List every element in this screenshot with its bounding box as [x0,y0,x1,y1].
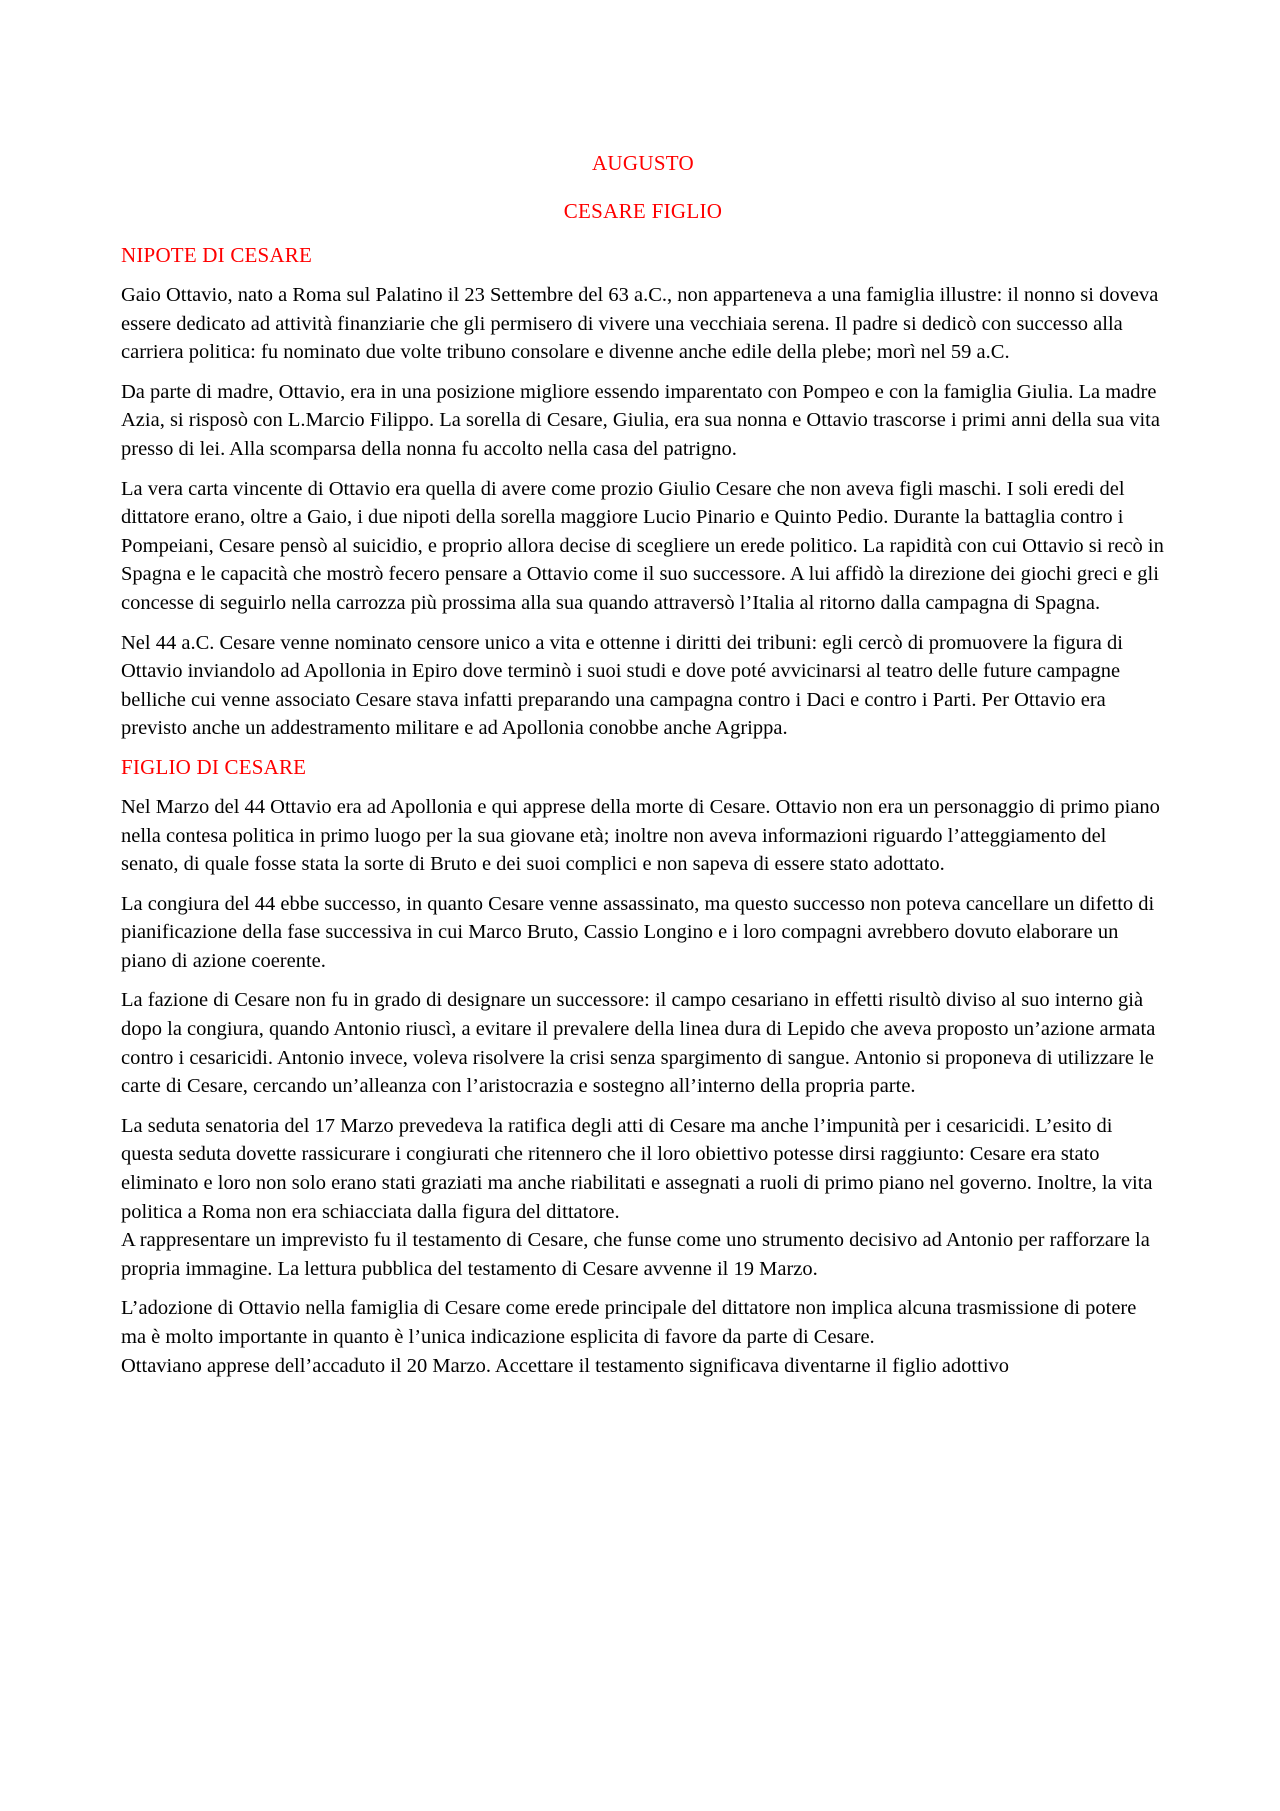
document-subtitle: CESARE FIGLIO [563,199,723,223]
section-heading: NIPOTE DI CESARE [121,243,313,267]
paragraph: L’adozione di Ottavio nella famiglia di Cesare come erede principale del dittatore non implica alcuna trasmissione di potere ma è molto importante in quanto è l’unica indicazione esplicita di favore da parte di Cesare. Ottaviano apprese dell’accaduto il 20 Marzo. Accettare il testamento significava diventarne il figlio adottivo [121,1297,1137,1377]
paragraph: La vera carta vincente di Ottavio era quella di avere come prozio Giulio Cesare che non aveva figli maschi. I soli eredi del dittatore erano, oltre a Gaio, i due nipoti della sorella maggiore Lucio Pinario e Quinto Pedio. Durante la battaglia contro i Pompeiani, Cesare pensò al suicidio, e proprio allora decise di scegliere un erede politico. La rapidità con cui Ottavio si recò in Spagna e le capacità che mostrò fecero pensare a Ottavio come il suo successore. A lui affidò la direzione dei giochi greci e gli concesse di seguirlo nella carrozza più prossima alla sua quando attraversò l’Italia al ritorno dalla campagna di Spagna. [121,477,1164,614]
document-page [121,150,1165,1380]
section-figlio [121,754,1165,1380]
paragraph: Gaio Ottavio, nato a Roma sul Palatino il 23 Settembre del 63 a.C., non apparteneva a una famiglia illustre: il nonno si doveva essere dedicato ad attività finanziarie che gli permisero di vivere una vecchiaia serena. Il padre si dedicò con successo alla carriera politica: fu nominato due volte tribuno consolare e divenne anche edile della plebe; morì nel 59 a.C. [121,284,1159,364]
paragraph: Nel Marzo del 44 Ottavio era ad Apollonia e qui apprese della morte di Cesare. Ottavio non era un personaggio di primo piano nella contesa politica in primo luogo per la sua giovane età; inoltre non aveva informazioni riguardo l’atteggiamento del senato, di quale fosse stata la sorte di Bruto e dei suoi complici e non sapeva di essere stato adottato. [121,795,1160,876]
paragraph: La congiura del 44 ebbe successo, in quanto Cesare venne assassinato, ma questo successo non poteva cancellare un difetto di pianificazione della fase successiva in cui Marco Bruto, Cassio Longino e i loro compagni avrebbero dovuto elaborare un piano di azione coerente. [121,892,1155,972]
paragraph: La fazione di Cesare non fu in grado di designare un successore: il campo cesariano in effetti risultò diviso al suo interno già dopo la congiura, quando Antonio riuscì, a evitare il prevalere della linea dura di Lepido che aveva proposto un’azione armata contro i cesaricidi. Antonio invece, voleva risolvere la crisi senza spargimento di sangue. Antonio si proponeva di utilizzare le carte di Cesare, cercando un’alleanza con l’aristocrazia e sostegno all’interno della propria parte. [121,989,1156,1098]
section-heading: FIGLIO DI CESARE [121,754,307,779]
paragraph: Nel 44 a.C. Cesare venne nominato censore unico a vita e ottenne i diritti dei tribuni: egli cercò di promuovere la figura di Ottavio inviandolo ad Apollonia in Epiro dove terminò i suoi studi e dove poté avvicinarsi al teatro delle future campagne belliche cui venne associato Cesare stava infatti preparando una campagna contro i Daci e contro i Parti. Per Ottavio era previsto anche un addestramento militare e ad Apollonia conobbe anche Agrippa. [121,631,1123,740]
document-title: AUGUSTO [591,151,695,175]
paragraph: La seduta senatoria del 17 Marzo prevedeva la ratifica degli atti di Cesare ma anche l’impunità per i cesaricidi. L’esito di questa seduta dovette rassicurare i congiurati che ritennero che il loro obiettivo potesse dirsi raggiunto: Cesare era stato eliminato e loro non solo erano stati graziati ma anche riabilitati e assegnati a ruoli di primo piano nel governo. Inoltre, la vita politica a Roma non era schiacciata dalla figura del dittatore. A rappresentare un imprevisto fu il testamento di Cesare, che funse come uno strumento decisivo ad Antonio per rafforzare la propria immagine. La lettura pubblica del testamento di Cesare avvenne il 19 Marzo. [121,1114,1153,1280]
section-nipote [121,242,1165,743]
paragraph: Da parte di madre, Ottavio, era in una posizione migliore essendo imparentato con Pompeo e con la famiglia Giulia. La madre Azia, si risposò con L.Marcio Filippo. La sorella di Cesare, Giulia, era sua nonna e Ottavio trascorse i primi anni della sua vita presso di lei. Alla scomparsa della nonna fu accolto nella casa del patrigno. [121,380,1160,460]
